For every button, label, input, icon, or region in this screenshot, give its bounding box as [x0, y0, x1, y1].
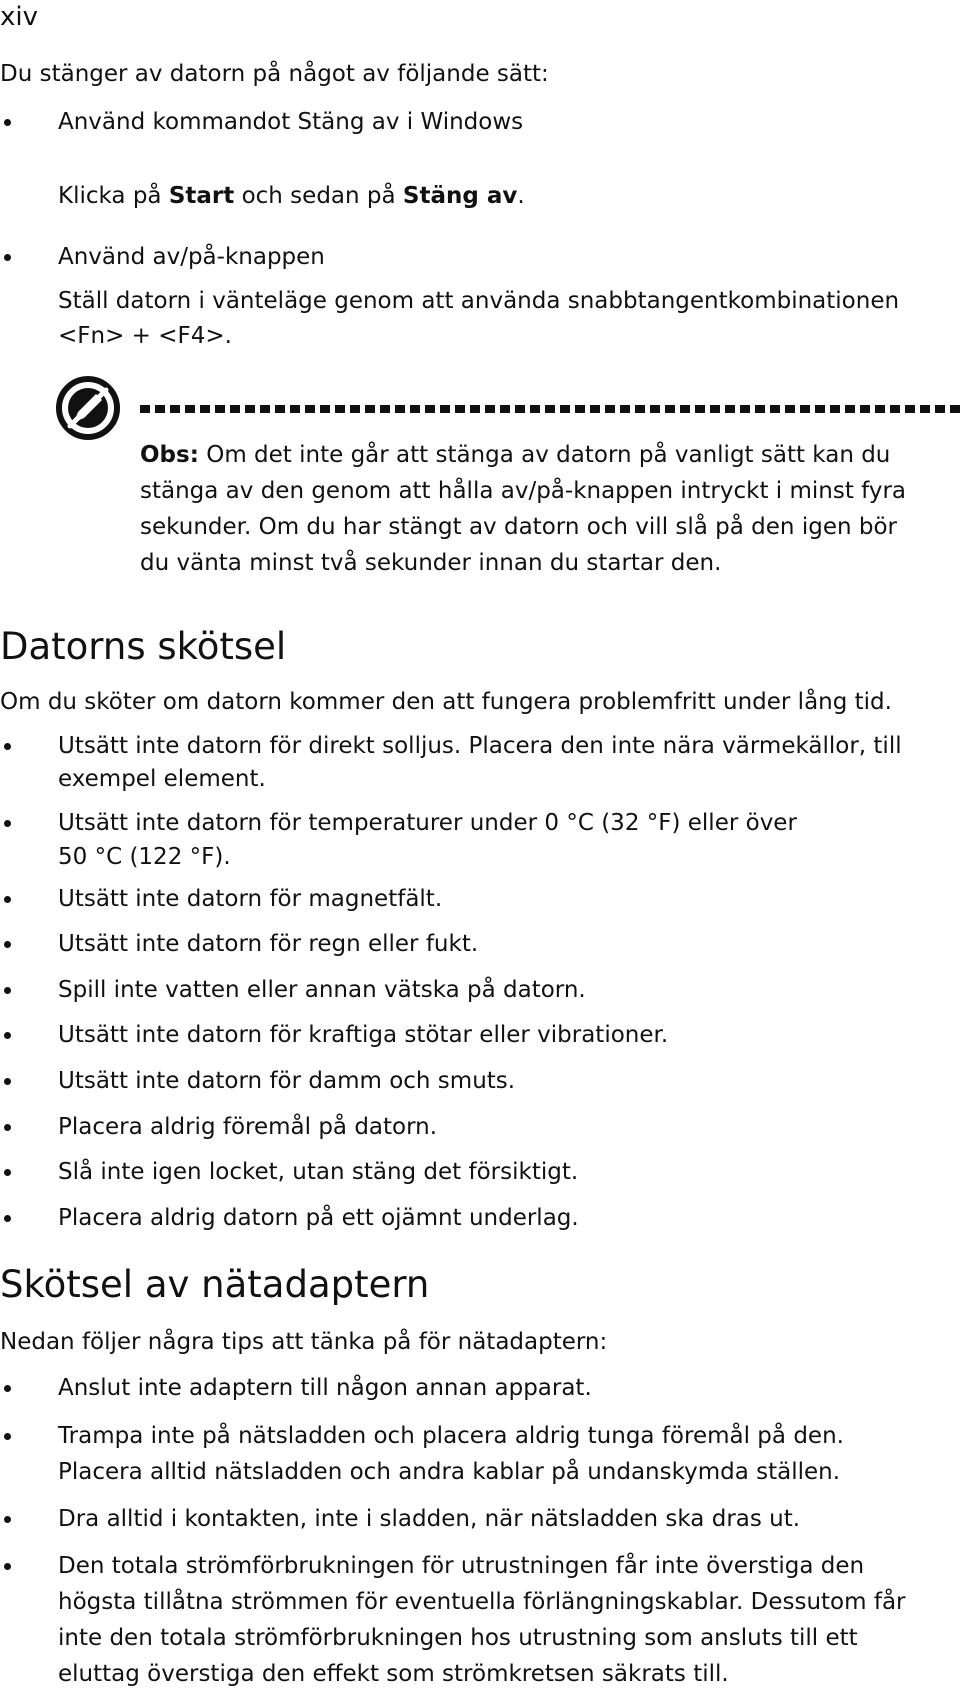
bullet-icon: [4, 743, 11, 750]
care-item-cont: exempel element.: [58, 766, 266, 792]
intro-step: [58, 178, 525, 214]
standby-line-2: <Fn> + <F4>.: [58, 323, 232, 349]
care-item: Utsätt inte datorn för magnetfält.: [58, 886, 443, 912]
bullet-icon: [4, 1078, 11, 1085]
adapter-item: Den totala strömförbrukningen för utrustningen får inte överstiga den: [58, 1553, 865, 1579]
section-heading-adapter: Skötsel av nätadaptern: [0, 1263, 430, 1306]
care-item: Utsätt inte datorn för regn eller fukt.: [58, 931, 479, 957]
page-number: xiv: [0, 2, 38, 32]
bullet-icon: [4, 254, 11, 261]
adapter-item-cont: eluttag överstiga den effekt som strömkretsen säkrats till.: [58, 1661, 729, 1687]
step-text: och sedan på: [234, 183, 403, 209]
step-text: .: [517, 183, 525, 209]
adapter-item: Anslut inte adaptern till någon annan apparat.: [58, 1375, 592, 1401]
note-line-3: sekunder. Om du har stängt av datorn och vill slå på den igen bör: [140, 514, 897, 540]
bullet-icon: [4, 1124, 11, 1131]
care-item: Utsätt inte datorn för temperaturer under 0 °C (32 °F) eller över: [58, 810, 797, 836]
bullet-icon: [4, 1516, 11, 1523]
bullet-icon: [4, 1385, 11, 1392]
care-item: Slå inte igen locket, utan stäng det försiktigt.: [58, 1159, 579, 1185]
bullet-icon: [4, 896, 11, 903]
adapter-item-cont: inte den totala strömförbrukningen hos utrustning som ansluts till ett: [58, 1625, 858, 1651]
note-line-1: [140, 437, 890, 473]
bullet-icon: [4, 119, 11, 126]
bullet-icon: [4, 820, 11, 827]
step-text: Klicka på: [58, 183, 169, 209]
note-line-4: du vänta minst två sekunder innan du startar den.: [140, 550, 722, 576]
bullet-icon: [4, 987, 11, 994]
note-pen-icon: [56, 376, 120, 440]
care-item: Utsätt inte datorn för kraftiga stötar eller vibrationer.: [58, 1022, 669, 1048]
care-item: Placera aldrig föremål på datorn.: [58, 1114, 438, 1140]
note-dashed-rule: [140, 405, 960, 413]
note-line-2: stänga av den genom att hålla av/på-knappen intryckt i minst fyra: [140, 478, 907, 504]
adapter-item: Dra alltid i kontakten, inte i sladden, när nätsladden ska dras ut.: [58, 1506, 801, 1532]
intro-bullet-windows: Använd kommandot Stäng av i Windows: [58, 109, 524, 135]
step-start-term: Start: [168, 183, 235, 209]
care-lead: Om du sköter om datorn kommer den att fungera problemfritt under lång tid.: [0, 689, 892, 715]
bullet-icon: [4, 1169, 11, 1176]
care-item: Utsätt inte datorn för direkt solljus. Placera den inte nära värmekällor, till: [58, 733, 902, 759]
care-item-cont: 50 °C (122 °F).: [58, 844, 231, 870]
adapter-lead: Nedan följer några tips att tänka på för nätadaptern:: [0, 1329, 608, 1355]
intro-bullet-power: Använd av/på-knappen: [58, 244, 325, 270]
note-label: Obs:: [140, 442, 199, 468]
bullet-icon: [4, 1563, 11, 1570]
care-item: Utsätt inte datorn för damm och smuts.: [58, 1068, 516, 1094]
note-text: Om det inte går att stänga av datorn på vanligt sätt kan du: [198, 442, 891, 468]
bullet-icon: [4, 1215, 11, 1222]
standby-line-1: Ställ datorn i vänteläge genom att använda snabbtangentkombinationen: [58, 288, 900, 314]
bullet-icon: [4, 1433, 11, 1440]
care-item: Placera aldrig datorn på ett ojämnt underlag.: [58, 1205, 579, 1231]
bullet-icon: [4, 1032, 11, 1039]
adapter-item-cont: högsta tillåtna strömmen för eventuella förlängningskablar. Dessutom får: [58, 1589, 906, 1615]
adapter-item-cont: Placera alltid nätsladden och andra kablar på undanskymda ställen.: [58, 1459, 841, 1485]
care-item: Spill inte vatten eller annan vätska på datorn.: [58, 977, 586, 1003]
bullet-icon: [4, 941, 11, 948]
step-shutdown-term: Stäng av: [402, 183, 518, 209]
adapter-item: Trampa inte på nätsladden och placera aldrig tunga föremål på den.: [58, 1423, 844, 1449]
section-heading-care: Datorns skötsel: [0, 625, 287, 668]
intro-lead: Du stänger av datorn på något av följande sätt:: [0, 61, 549, 87]
